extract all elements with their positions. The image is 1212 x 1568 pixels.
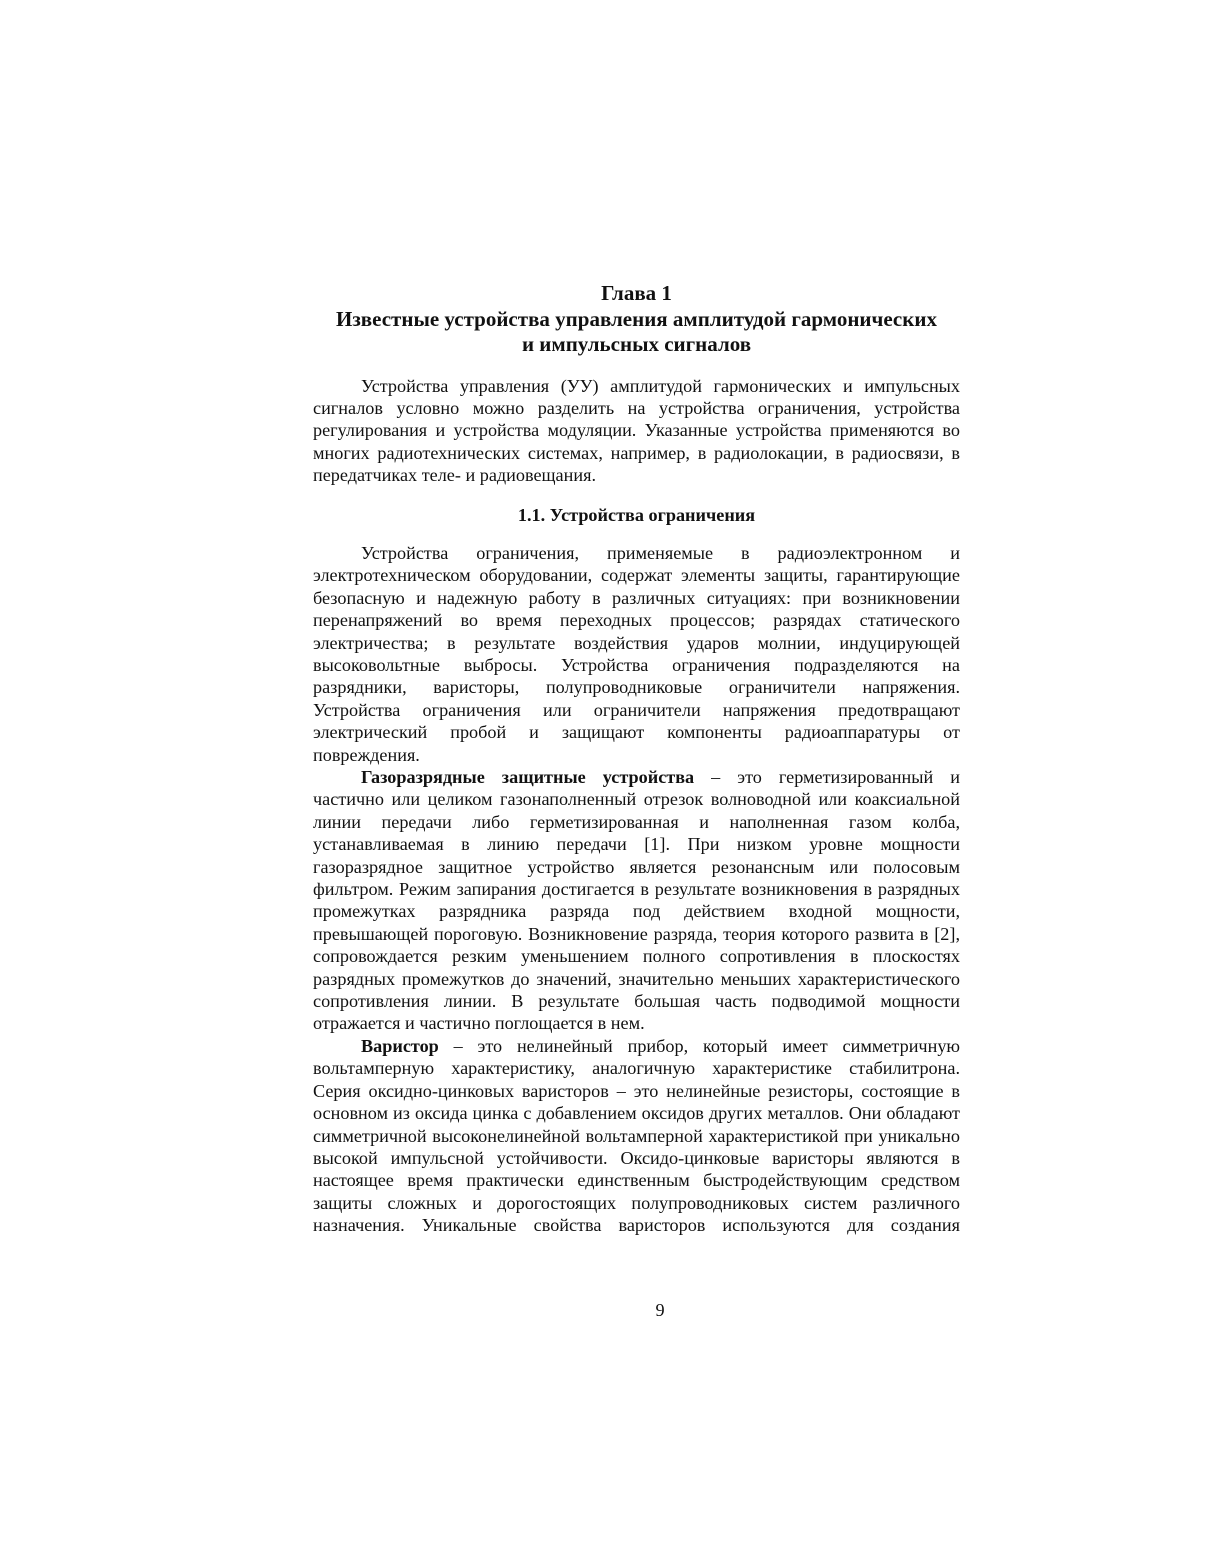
chapter-heading	[313, 281, 960, 358]
section-heading: 1.1. Устройства ограничения	[517, 504, 756, 525]
term-gas-discharge-devices: Газоразрядные защитные устройства	[361, 767, 695, 787]
intro-paragraph: Устройства управления (УУ) амплитудой гармонических и импульсных сигналов условно можно разделить на устройства ограничения, устройства регулирования и устройства модуляции. Указанные устройства применяются во многих радиотехнических системах, например, в радиолокации, в радиосвязи, в передатчиках теле- и радиовещания.	[313, 375, 960, 486]
section-paragraph-3	[313, 1035, 960, 1237]
page-content	[313, 281, 960, 1237]
chapter-title-line2: и импульсных сигналов	[521, 332, 752, 356]
paragraph-3-text: – это нелинейный прибор, который имеет симметричную вольтамперную характеристику, аналогичную характеристике стабилитрона. Серия оксидно-цинковых варисторов – это нелинейные резисторы, состоящие в основном из оксида цинка с добавлением оксидов других металлов. Они обладают симметричной высоконелинейной вольтамперной характеристикой при уникально высокой импульсной устойчивости. Оксидо-цинковые варисторы являются в настоящее время практически единственным быстродействующим средством защиты сложных и дорогостоящих полупроводниковых систем различного назначения. Уникальные свойства варисторов используются для создания	[313, 1035, 960, 1236]
section-paragraph-2	[313, 766, 960, 1035]
term-varistor: Варистор	[361, 1035, 439, 1056]
chapter-label: Глава 1	[601, 281, 672, 305]
paragraph-2-text: – это герметизированный и частично или целиком газонаполненный отрезок волноводной или коаксиальной линии передачи либо герметизированная и наполненная газом колба, устанавливаемая в линию передачи [1]. При низком уровне мощности газоразрядное защитное устройство является резонансным или полосовым фильтром. Режим запирания достигается в результате возникновения в разрядных промежутках разрядника разряда под действием входной мощности, превышающей пороговую. Возникновение разряда, теория которого развита в [2], сопровождается резким уменьшением полного сопротивления в плоскостях разрядных промежутков до значений, значительно меньших характеристического сопротивления линии. В результате большая часть подводимой мощности отражается и частично поглощается в нем.	[313, 767, 960, 1034]
page-number: 9	[655, 1300, 665, 1320]
section-paragraph-1: Устройства ограничения, применяемые в радиоэлектронном и электротехническом оборудовании, содержат элементы защиты, гарантирующие безопасную и надежную работу в различных ситуациях: при возникновении перенапряжений во время переходных процессов; разрядах статического электричества; в результате воздействия ударов молнии, индуцирующей высоковольтные выбросы. Устройства ограничения подразделяются на разрядники, варисторы, полупроводниковые ограничители напряжения. Устройства ограничения или ограничители напряжения предотвращают электрический пробой и защищают компоненты радиоаппаратуры от повреждения.	[313, 542, 960, 765]
chapter-title-line1: Известные устройства управления амплитудой гармонических	[336, 306, 937, 331]
